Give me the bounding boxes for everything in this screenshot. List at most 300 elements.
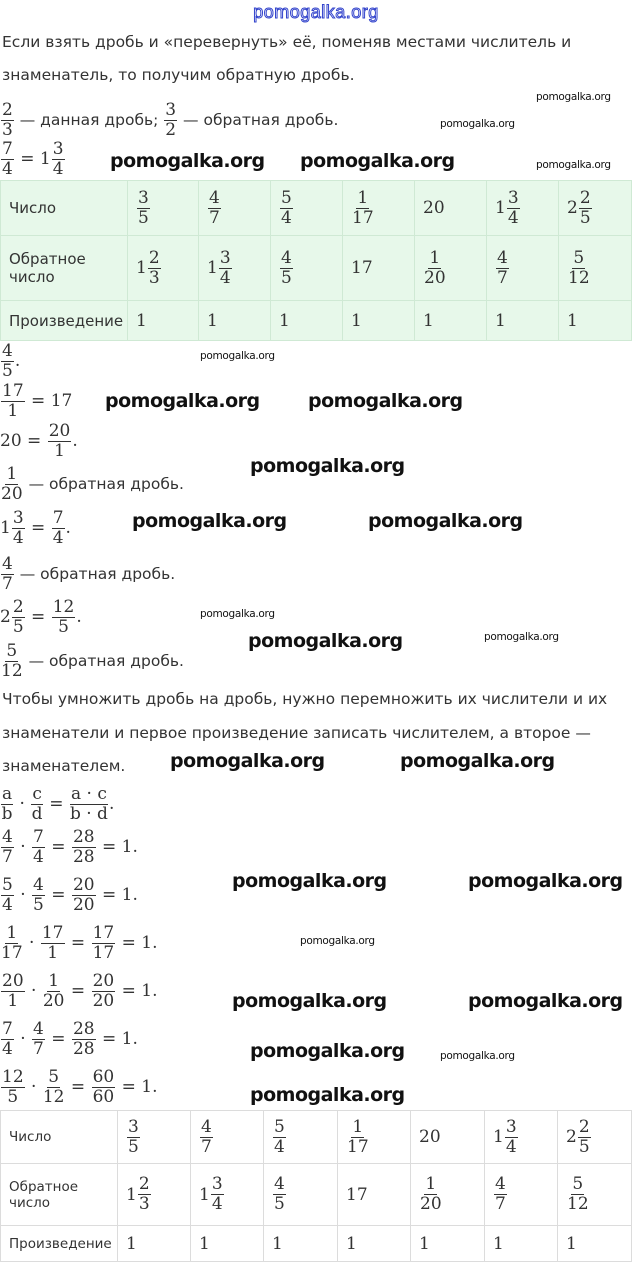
text: — обратная дробь. <box>23 652 184 670</box>
table-cell <box>271 301 343 341</box>
table-cell <box>487 181 559 236</box>
math-text: 1 <box>495 310 506 331</box>
fraction <box>208 189 221 228</box>
whole-part: 1 <box>199 1184 210 1205</box>
numerator: 12 <box>52 596 75 617</box>
table-cell <box>191 1226 264 1262</box>
fraction <box>48 422 72 461</box>
fraction <box>1 382 25 421</box>
table-row <box>1 181 632 236</box>
row-label: Произведение <box>1 1226 118 1262</box>
math-text: 1 <box>423 310 434 331</box>
denominator: 5 <box>12 616 24 637</box>
numerator: 4 <box>274 1174 285 1194</box>
fraction <box>52 140 65 179</box>
numerator: 4 <box>33 874 44 895</box>
watermark: pomogalka.org <box>110 150 265 172</box>
fraction <box>43 972 65 1011</box>
denominator: 3 <box>148 267 160 288</box>
math-line <box>0 420 78 462</box>
math-text: 1 <box>493 1233 504 1254</box>
table-cell <box>264 1111 338 1164</box>
table-cell <box>485 1226 558 1262</box>
math-text: 1 <box>126 1233 137 1254</box>
watermark: pomogalka.org <box>105 390 260 412</box>
fraction <box>41 924 65 963</box>
math-text: · <box>14 885 32 905</box>
table-cell <box>199 181 271 236</box>
numerator: 5 <box>48 1066 60 1087</box>
fraction <box>72 1020 96 1059</box>
table-cell <box>487 301 559 341</box>
math-text: 1 <box>279 310 290 331</box>
denominator: 5 <box>578 1136 590 1157</box>
watermark-small: pomogalka.org <box>300 935 375 947</box>
math-text: 1 <box>199 1233 210 1254</box>
watermark: pomogalka.org <box>248 630 403 652</box>
whole-part: 1 <box>126 1184 137 1205</box>
watermark: pomogalka.org <box>468 870 623 892</box>
denominator: 20 <box>424 267 446 288</box>
numerator: 7 <box>52 507 64 528</box>
denominator: 2 <box>165 119 177 140</box>
math-text: 1 <box>346 1233 357 1254</box>
denominator: 7 <box>33 1038 44 1059</box>
math-text: 1 <box>136 310 147 331</box>
denominator: 4 <box>274 1136 285 1157</box>
numerator: 2 <box>2 99 13 120</box>
fraction <box>32 828 45 867</box>
numerator: 4 <box>2 826 13 847</box>
table-cell <box>559 236 632 301</box>
fraction <box>280 249 293 288</box>
math-text: · <box>14 794 31 814</box>
mixed-number <box>199 1175 225 1214</box>
whole-part: 1 <box>0 518 11 538</box>
fraction <box>352 189 374 228</box>
fraction <box>273 1118 286 1157</box>
fraction <box>219 249 232 288</box>
table-cell <box>338 1226 411 1262</box>
table-cell <box>415 236 487 301</box>
denominator: 17 <box>1 942 23 963</box>
math-text: . <box>65 518 71 538</box>
denominator: 5 <box>281 267 292 288</box>
fraction <box>92 972 116 1011</box>
denominator: 5 <box>128 1136 139 1157</box>
math-text: = 1. <box>116 1077 158 1097</box>
table-cell <box>191 1164 264 1226</box>
watermark: pomogalka.org <box>300 150 455 172</box>
math-line <box>0 970 157 1012</box>
row-label: Обратное число <box>1 236 128 301</box>
watermark-small: pomogalka.org <box>440 1050 515 1062</box>
numerator: 4 <box>209 187 220 208</box>
denominator: 12 <box>568 267 590 288</box>
numerator: 1 <box>429 247 441 268</box>
whole-part: 2 <box>0 607 11 627</box>
watermark-small: pomogalka.org <box>536 91 611 103</box>
text: — обратная дробь. <box>178 111 339 129</box>
numerator: 1 <box>6 922 18 943</box>
math-line <box>0 340 20 382</box>
numerator: 5 <box>573 247 585 268</box>
watermark: pomogalka.org <box>368 510 523 532</box>
math-text: 1 <box>566 1233 577 1254</box>
table-cell <box>338 1111 411 1164</box>
numerator: 1 <box>352 1116 364 1137</box>
table-cell <box>118 1226 191 1262</box>
fraction <box>12 509 25 548</box>
table-row <box>1 301 632 341</box>
fraction <box>1 972 25 1011</box>
denominator: 20 <box>42 990 65 1011</box>
numerator: 17 <box>92 922 115 943</box>
row-label: Число <box>1 181 128 236</box>
denominator: 4 <box>2 1038 13 1059</box>
fraction <box>273 1175 286 1214</box>
watermark: pomogalka.org <box>400 750 555 772</box>
denominator: 4 <box>507 207 519 228</box>
whole-part: 1 <box>495 198 506 218</box>
numerator: c <box>32 783 42 804</box>
numerator: 3 <box>219 247 231 268</box>
denominator: 7 <box>495 1194 506 1214</box>
numerator: 4 <box>201 1116 212 1137</box>
denominator: 12 <box>42 1086 65 1107</box>
intro-line-2: знаменатель, то получим обратную дробь. <box>2 66 355 84</box>
denominator: b · d <box>69 803 108 824</box>
math-line <box>0 1066 157 1108</box>
numerator: 4 <box>2 340 13 361</box>
math-text: 17 <box>346 1184 368 1205</box>
denominator: 17 <box>347 1136 369 1157</box>
watermark-small: pomogalka.org <box>484 631 559 643</box>
denominator: 28 <box>72 846 95 867</box>
fraction <box>32 876 45 915</box>
watermark: pomogalka.org <box>232 870 387 892</box>
watermark: pomogalka.org <box>250 455 405 477</box>
math-text: 1 <box>207 310 218 331</box>
table-row <box>1 1164 632 1226</box>
math-text: 1 <box>272 1233 283 1254</box>
math-text: 1 <box>419 1233 430 1254</box>
math-text: = <box>65 1077 91 1097</box>
table-cell <box>411 1111 485 1164</box>
denominator: 5 <box>58 616 69 637</box>
fraction <box>1 924 23 963</box>
table-cell <box>558 1111 632 1164</box>
text: — обратная дробь. <box>14 565 176 583</box>
text: — данная дробь; <box>14 111 164 129</box>
numerator: a · c <box>71 783 107 804</box>
fraction <box>43 1068 65 1107</box>
fraction <box>280 189 293 228</box>
denominator: 20 <box>92 990 115 1011</box>
numerator: 17 <box>2 380 24 401</box>
math-line <box>0 463 184 505</box>
numerator: 1 <box>6 463 18 484</box>
denominator: 7 <box>201 1136 212 1157</box>
table-cell <box>343 301 415 341</box>
denominator: 3 <box>2 119 13 140</box>
mixed-number <box>136 249 162 288</box>
rule-line-2: знаменатели и первое произведение записать числителем, а второе — <box>2 724 591 742</box>
fraction <box>424 249 446 288</box>
table-cell <box>191 1111 264 1164</box>
math-text: · <box>14 1029 32 1049</box>
math-text: . <box>14 351 21 371</box>
math-text: · <box>14 837 32 857</box>
math-text: . <box>76 607 82 627</box>
math-line <box>0 783 114 825</box>
numerator: 5 <box>6 640 18 661</box>
table-cell <box>271 236 343 301</box>
table-row <box>1 1111 632 1164</box>
numerator: 1 <box>357 187 369 208</box>
table-cell <box>343 181 415 236</box>
table-cell <box>559 301 632 341</box>
math-text: = <box>43 794 69 814</box>
fraction <box>1 465 23 504</box>
numerator: 3 <box>507 187 519 208</box>
math-text: = 17 <box>25 391 73 411</box>
reciprocal-table-plain <box>0 1110 632 1262</box>
denominator: 4 <box>2 158 13 179</box>
fraction <box>92 924 116 963</box>
denominator: 17 <box>352 207 374 228</box>
mixed-number <box>493 1118 519 1157</box>
denominator: d <box>31 803 43 824</box>
table-cell <box>264 1164 338 1226</box>
numerator: 1 <box>425 1174 437 1194</box>
table-cell <box>411 1164 485 1226</box>
table-cell <box>199 236 271 301</box>
mixed-number <box>0 598 26 637</box>
numerator: 28 <box>72 826 95 847</box>
denominator: 7 <box>2 846 13 867</box>
row-label: Обратное число <box>1 1164 118 1226</box>
whole-part: 1 <box>136 258 147 278</box>
numerator: 3 <box>505 1116 517 1137</box>
watermark: pomogalka.org <box>250 1040 405 1062</box>
fraction <box>507 189 520 228</box>
numerator: 3 <box>138 187 149 208</box>
numerator: 17 <box>41 922 64 943</box>
math-text: = <box>25 607 51 627</box>
denominator: 4 <box>52 158 64 179</box>
intro-line-1: Если взять дробь и «перевернуть» её, поменяв местами числитель и <box>2 33 572 51</box>
denominator: 5 <box>579 207 591 228</box>
numerator: 3 <box>165 99 177 120</box>
math-text: = 1. <box>96 1029 138 1049</box>
math-text: = <box>65 933 91 953</box>
denominator: 4 <box>12 527 24 548</box>
table-cell <box>118 1164 191 1226</box>
whole-part: 1 <box>493 1127 504 1147</box>
denominator: 4 <box>505 1136 517 1157</box>
denominator: 4 <box>211 1194 223 1214</box>
fraction <box>1 785 13 824</box>
math-text: = <box>25 518 51 538</box>
denominator: 17 <box>92 942 115 963</box>
denominator: 1 <box>47 942 59 963</box>
table-cell <box>559 181 632 236</box>
whole-part: 2 <box>566 1127 577 1147</box>
math-text: = <box>45 1029 71 1049</box>
table-cell <box>415 301 487 341</box>
table-cell <box>415 181 487 236</box>
fraction <box>52 509 65 548</box>
fraction <box>72 876 96 915</box>
numerator: 4 <box>2 553 13 574</box>
fraction <box>164 101 177 140</box>
math-text: = 1. <box>96 885 138 905</box>
table-cell <box>118 1111 191 1164</box>
numerator: 28 <box>72 1018 95 1039</box>
table-cell <box>199 301 271 341</box>
table-cell <box>485 1111 558 1164</box>
math-line <box>0 596 82 638</box>
fraction <box>211 1175 224 1214</box>
numerator: 5 <box>2 874 13 895</box>
watermark: pomogalka.org <box>308 390 463 412</box>
whole-part: 1 <box>207 258 218 278</box>
fraction <box>496 249 509 288</box>
math-text: 17 <box>351 258 373 278</box>
numerator: 20 <box>2 970 24 991</box>
fraction <box>578 1118 591 1157</box>
watermark-small: pomogalka.org <box>536 159 611 171</box>
table-cell <box>128 236 199 301</box>
denominator: 28 <box>72 1038 95 1059</box>
fraction <box>92 1068 116 1107</box>
whole-part: 2 <box>567 198 578 218</box>
mixed-number <box>0 509 26 548</box>
numerator: 2 <box>12 596 24 617</box>
table-cell <box>411 1226 485 1262</box>
watermark: pomogalka.org <box>232 990 387 1012</box>
watermark: pomogalka.org <box>170 750 325 772</box>
mixed-number <box>495 189 521 228</box>
math-text: . <box>108 794 115 814</box>
fraction <box>32 1020 45 1059</box>
fraction <box>505 1118 518 1157</box>
math-line <box>0 874 138 916</box>
mixed-number <box>126 1175 152 1214</box>
mixed-number <box>567 189 593 228</box>
numerator: 4 <box>497 247 508 268</box>
math-text: · <box>25 1077 42 1097</box>
numerator: 2 <box>148 247 160 268</box>
table-cell <box>128 301 199 341</box>
denominator: 4 <box>281 207 292 228</box>
table-cell <box>558 1226 632 1262</box>
fraction <box>200 1118 213 1157</box>
denominator: 4 <box>2 894 13 915</box>
mixed-number <box>566 1118 592 1157</box>
math-line <box>0 826 138 868</box>
mixed-number <box>40 140 66 179</box>
fraction <box>52 598 76 637</box>
denominator: 3 <box>138 1194 150 1214</box>
fraction <box>567 1175 589 1214</box>
fraction <box>148 249 161 288</box>
table-cell <box>343 236 415 301</box>
denominator: b <box>1 803 13 824</box>
whole-part: 1 <box>39 149 51 169</box>
denominator: 1 <box>54 440 65 461</box>
fraction <box>1 876 14 915</box>
math-text: = <box>45 837 71 857</box>
numerator: 5 <box>572 1174 584 1194</box>
fraction <box>1 1020 14 1059</box>
reciprocal-table-green <box>0 180 632 341</box>
math-text: = 1. <box>116 933 158 953</box>
table-cell <box>485 1164 558 1226</box>
numerator: 2 <box>138 1174 150 1194</box>
numerator: 4 <box>495 1174 506 1194</box>
denominator: 5 <box>33 894 44 915</box>
denominator: 1 <box>7 990 19 1011</box>
watermark: pomogalka.org <box>250 1084 405 1106</box>
denominator: 5 <box>138 207 149 228</box>
fraction <box>1 140 14 179</box>
math-text: = 1. <box>96 837 138 857</box>
numerator: 7 <box>33 826 44 847</box>
numerator: 4 <box>281 247 292 268</box>
math-text: · <box>25 981 42 1001</box>
math-text: 20 <box>419 1127 441 1147</box>
denominator: 4 <box>219 267 231 288</box>
site-logo[interactable]: pomogalka.org <box>253 2 379 22</box>
math-text: 20 = <box>0 431 47 451</box>
denominator: 5 <box>7 1086 19 1107</box>
denominator: 12 <box>567 1194 589 1214</box>
table-cell <box>271 181 343 236</box>
denominator: 12 <box>1 660 23 681</box>
numerator: 3 <box>52 138 64 159</box>
numerator: 2 <box>579 187 591 208</box>
numerator: 3 <box>128 1116 139 1137</box>
rule-line-3: знаменателем. <box>2 757 126 775</box>
numerator: 7 <box>2 1018 13 1039</box>
math-line <box>0 380 72 422</box>
math-text: . <box>72 431 78 451</box>
numerator: 3 <box>211 1174 223 1194</box>
watermark-small: pomogalka.org <box>440 118 515 130</box>
math-text: 20 <box>423 198 445 218</box>
fraction <box>70 785 108 824</box>
math-text: 1 <box>567 310 578 331</box>
math-line <box>0 138 66 180</box>
math-line <box>0 507 71 549</box>
denominator: 4 <box>52 527 64 548</box>
math-line <box>0 1018 138 1060</box>
numerator: 20 <box>92 970 115 991</box>
table-row <box>1 236 632 301</box>
fraction <box>1 642 23 681</box>
math-text: · <box>23 933 40 953</box>
fraction <box>1 342 14 381</box>
fraction <box>138 1175 151 1214</box>
fraction <box>420 1175 442 1214</box>
math-text: = <box>45 885 71 905</box>
fraction <box>1 101 14 140</box>
denominator: 7 <box>2 573 13 594</box>
math-line <box>0 640 184 682</box>
row-label: Произведение <box>1 301 128 341</box>
